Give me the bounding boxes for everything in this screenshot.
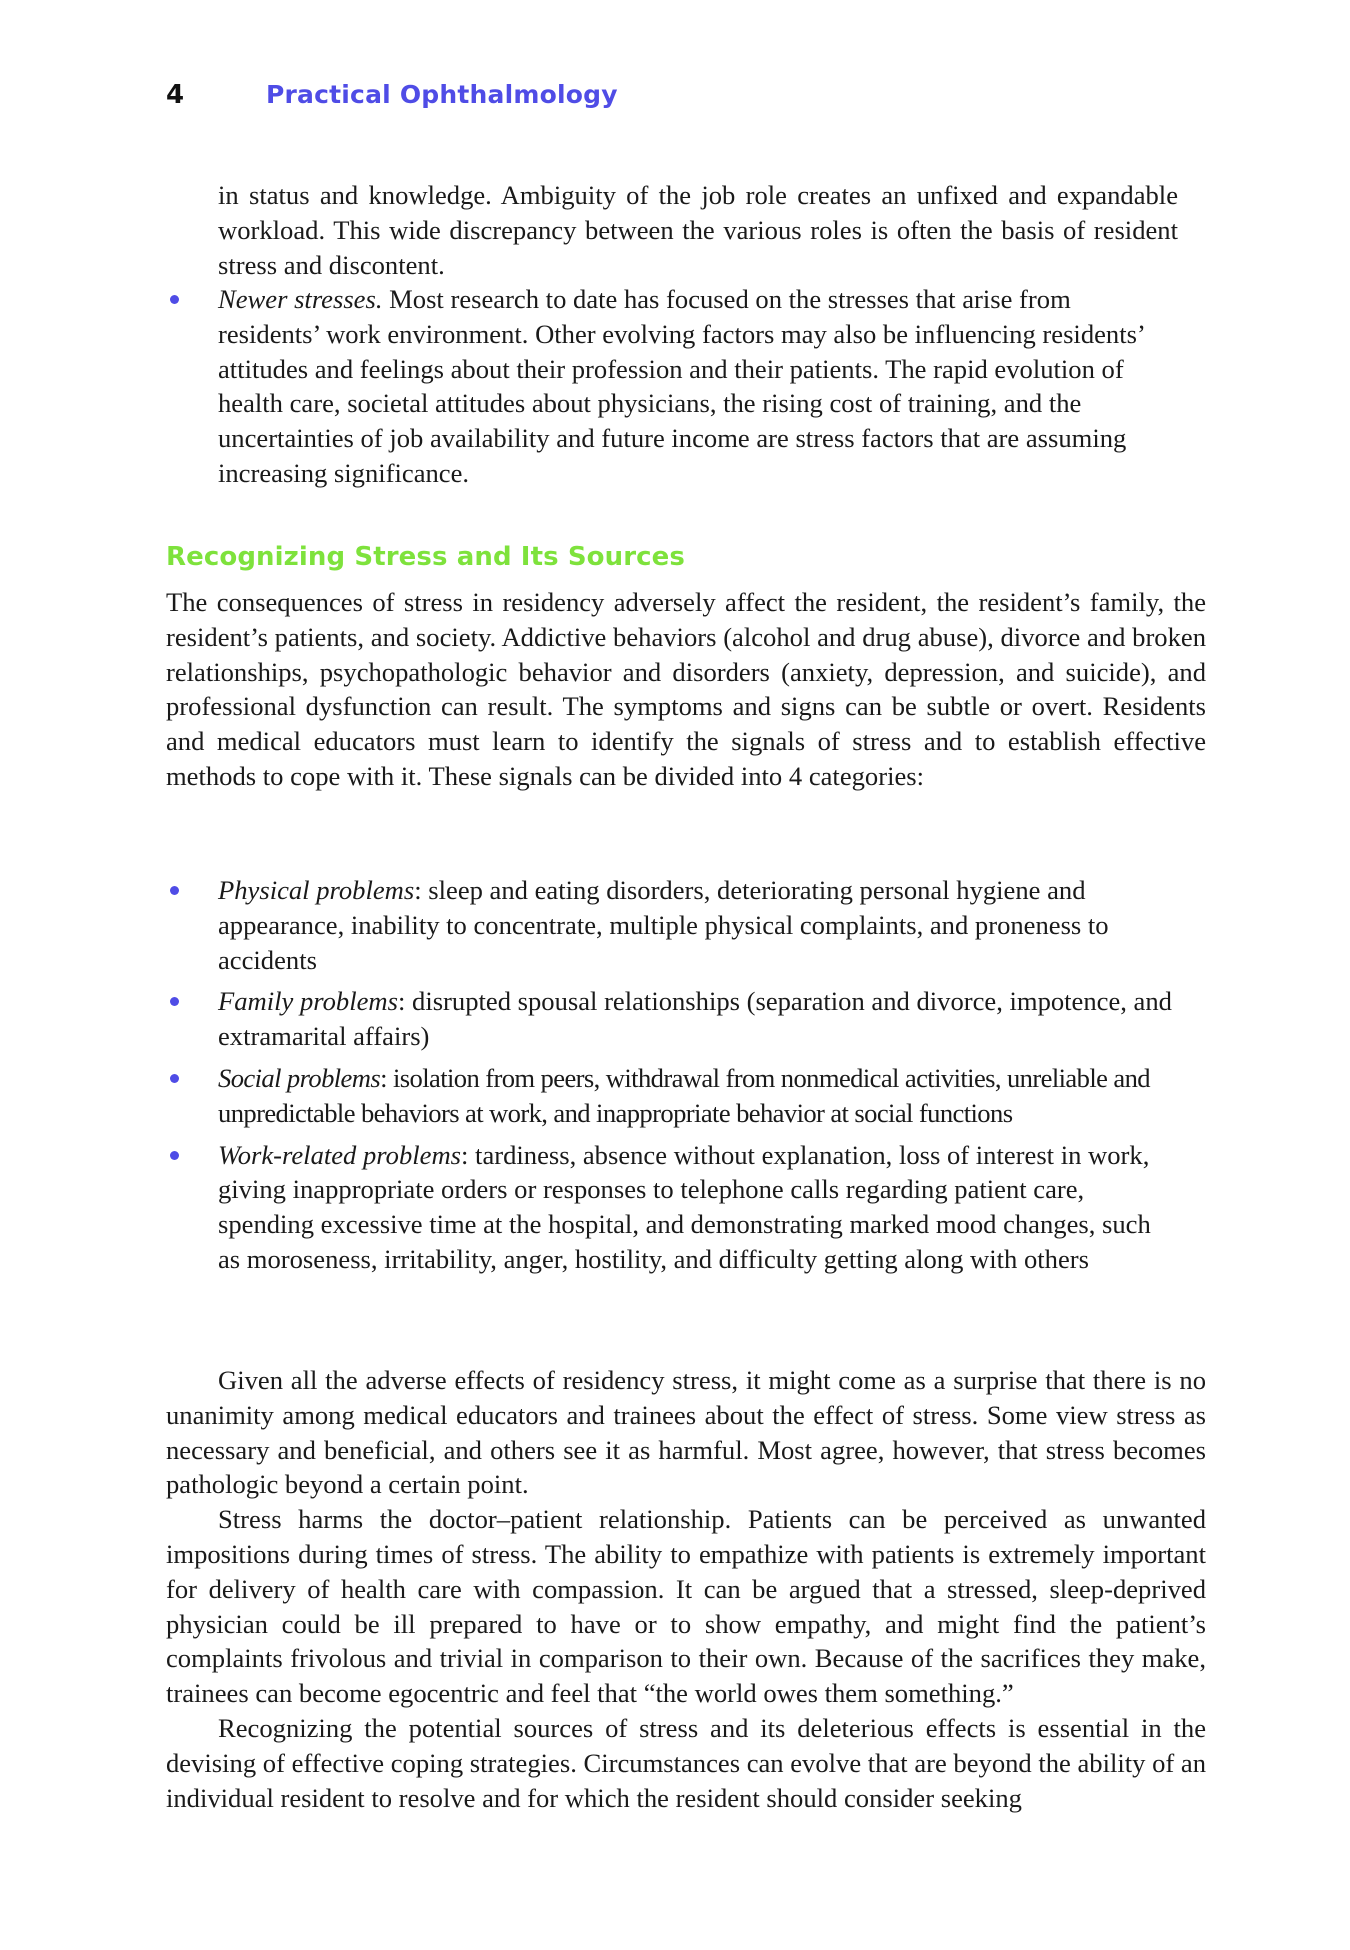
body-paragraph: Given all the adverse effects of residency stress, it might come as a surprise that there is no unanimity among medical educators and trainees about the effect of stress. Some view stress as necessary and beneficial, and others see it as harmful. Most agree, however, that stress becomes pathologic beyond a certain point. xyxy=(166,1365,1206,1500)
body-paragraph: Stress harms the doctor–patient relationship. Patients can be perceived as unwanted impositions during times of stress. The ability to empathize with patients is extremely important for delivery of health care with compassion. It can be argued that a stressed, sleep-deprived physician could be ill prepared to have or to show empathy, and might find the patient’s complaints frivolous and trivial in comparison to their own. Because of the sacrifices they make, trainees can become egocentric and feel that “the world owes them something.” xyxy=(166,1504,1206,1709)
bullet-lead: Social problems xyxy=(218,1062,381,1093)
bullet-text: : sleep and eating disorders, deteriorating personal hygiene and appearance, inability to concentrate, multiple physical complaints, and proneness to accidents xyxy=(218,875,1109,975)
page-number: 4 xyxy=(166,80,185,110)
top-bullet-list xyxy=(166,282,1206,498)
list-item xyxy=(166,282,1178,491)
list-item xyxy=(166,873,1178,977)
section-intro-paragraph: The consequences of stress in residency adversely affect the resident, the resident’s family, the resident’s patients, and society. Addictive behaviors (alcohol and drug abuse), divorce and broken relationships, psychopathologic behavior and disorders (anxiety, depression, and suicide), and professional dysfunction can result. The symptoms and signs can be subtle or overt. Residents and medical educators must learn to identify the signals of stress and to establish effective methods to cope with it. These signals can be divided into 4 categories: xyxy=(166,587,1206,791)
bullet-icon xyxy=(170,1074,179,1083)
list-item xyxy=(166,1138,1178,1277)
list-item xyxy=(166,984,1178,1054)
category-bullet-list xyxy=(166,873,1206,1284)
bullet-lead: Family problems xyxy=(218,986,398,1017)
bullet-text: : tardiness, absence without explanation, loss of interest in work, giving inappropriate orders or responses to telephone calls regarding patient care, spending excessive time at the hospital, and demonstrating marked mood changes, such as moroseness, irritability, anger, hostility, and difficulty getting along with others xyxy=(218,1139,1151,1274)
book-title: Practical Ophthalmology xyxy=(266,80,618,109)
bullet-lead: Newer stresses. xyxy=(218,284,383,314)
bullet-text: : disrupted spousal relationships (separation and divorce, impotence, and extramarital affairs) xyxy=(218,986,1172,1052)
bullet-icon xyxy=(170,1151,179,1160)
bullet-lead: Work-related problems xyxy=(218,1139,462,1170)
bullet-icon xyxy=(170,295,179,304)
running-head xyxy=(166,80,618,120)
bullet-text: : isolation from peers, withdrawal from nonmedical activities, unreliable and unpredictable behaviors at work, and inappropriate behavior at social functions xyxy=(218,1062,1150,1128)
bullet-text: Most research to date has focused on the stresses that arise from residents’ work environment. Other evolving factors may also be influencing residents’ attitudes and feelings about their profession and their patients. The rapid evolution of health care, societal attitudes about physicians, the rising cost of training, and the uncertainties of job availability and future income are stress factors that are assuming increasing significance. xyxy=(218,284,1144,488)
continued-paragraph: in status and knowledge. Ambiguity of the job role creates an unfixed and expandable workload. This wide discrepancy between the various roles is often the basis of resident stress and discontent. xyxy=(218,180,1178,280)
bullet-icon xyxy=(170,997,179,1006)
section-heading: Recognizing Stress and Its Sources xyxy=(166,542,685,572)
bullet-lead: Physical problems xyxy=(218,875,415,905)
body-paragraph: Recognizing the potential sources of stress and its deleterious effects is essential in the devising of effective coping strategies. Circumstances can evolve that are beyond the ability of an individual resident to resolve and for which the resident should consider seeking xyxy=(166,1712,1206,1813)
body-paragraphs xyxy=(166,1363,1206,1815)
bullet-icon xyxy=(170,886,179,895)
list-item xyxy=(166,1061,1178,1131)
